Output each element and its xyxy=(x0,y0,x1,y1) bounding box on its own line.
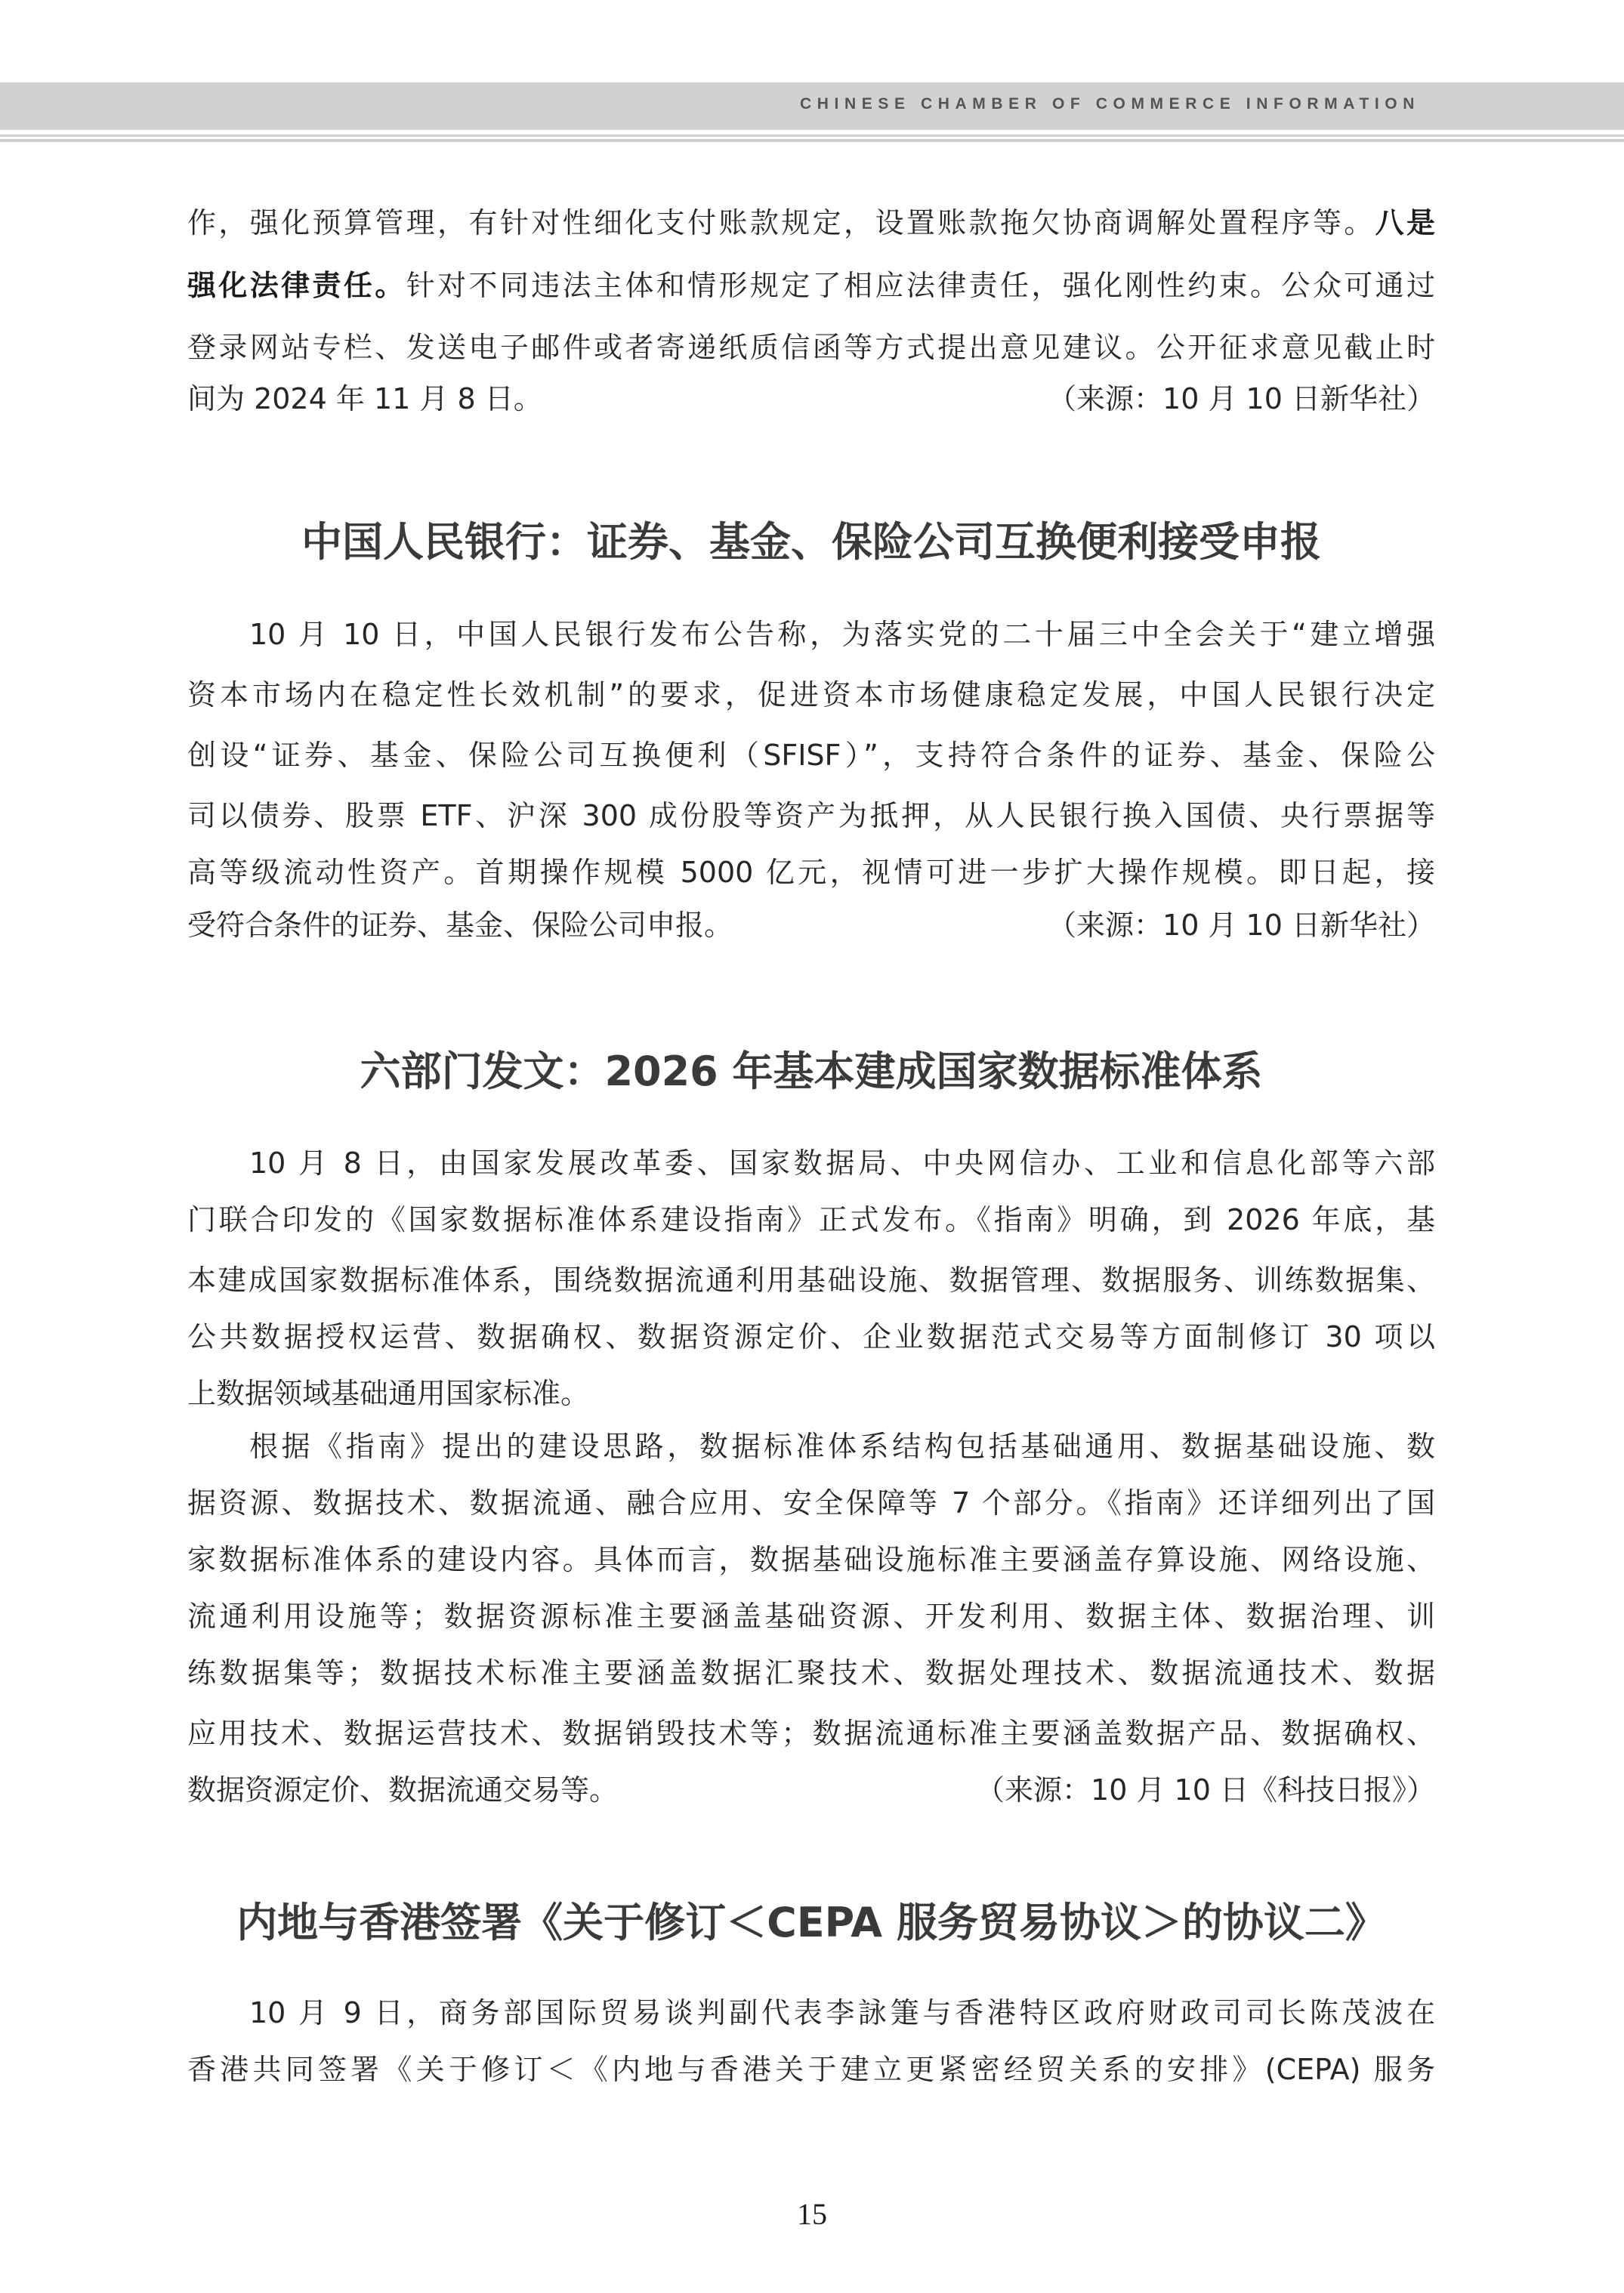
paragraph-line: 间为 2024 年 11 月 8 日。 xyxy=(187,382,542,415)
paragraph-line: 创设“证券、基金、保险公司互换便利（SFISF）”，支持符合条件的证券、基金、保险公 xyxy=(187,739,1435,772)
source-citation: （来源：10 月 10 日新华社） xyxy=(1048,909,1435,942)
header-divider xyxy=(0,134,1624,137)
paragraph-line: 根据《指南》提出的建设思路，数据标准体系结构包括基础通用、数据基础设施、数 xyxy=(249,1430,1435,1463)
source-citation: （来源：10 月 10 日新华社） xyxy=(1048,382,1435,415)
paragraph-line: 司以债券、股票 ETF、沪深 300 成份股等资产为抵押，从人民银行换入国债、央行票据等 xyxy=(187,799,1435,832)
header-divider xyxy=(0,139,1624,142)
line-text: 针对不同违法主体和情形规定了相应法律责任，强化刚性约束。公众可通过 xyxy=(406,269,1435,302)
paragraph-line: 据资源、数据技术、数据流通、融合应用、安全保障等 7 个部分。《指南》还详细列出了国 xyxy=(187,1486,1435,1520)
paragraph-line xyxy=(187,267,1435,304)
page-number: 15 xyxy=(797,2197,827,2231)
paragraph-line: 受符合条件的证券、基金、保险公司申报。 xyxy=(187,909,733,942)
paragraph-line: 10 月 8 日，由国家发展改革委、国家数据局、中央网信办、工业和信息化部等六部 xyxy=(249,1146,1435,1180)
paragraph-line: 上数据领域基础通用国家标准。 xyxy=(187,1377,590,1410)
paragraph-line: 10 月 10 日，中国人民银行发布公告称，为落实党的二十届三中全会关于“建立增强 xyxy=(249,618,1435,651)
paragraph-line: 家数据标准体系的建设内容。具体而言，数据基础设施标准主要涵盖存算设施、网络设施、 xyxy=(187,1543,1435,1576)
paragraph-line: 高等级流动性资产。首期操作规模 5000 亿元，视情可进一步扩大操作规模。即日起，接 xyxy=(187,856,1435,889)
paragraph-line: 门联合印发的《国家数据标准体系建设指南》正式发布。《指南》明确，到 2026 年底，基 xyxy=(187,1203,1435,1236)
paragraph-line: 数据资源定价、数据流通交易等。 xyxy=(187,1773,619,1807)
paragraph-line: 应用技术、数据运营技术、数据销毁技术等；数据流通标准主要涵盖数据产品、数据确权、 xyxy=(187,1717,1435,1750)
paragraph-line: 流通利用设施等；数据资源标准主要涵盖基础资源、开发利用、数据主体、数据治理、训 xyxy=(187,1600,1435,1633)
line-text: 作，强化预算管理，有针对性细化支付账款规定，设置账款拖欠协商调解处置程序等。 xyxy=(187,206,1375,239)
bold-emphasis: 强化法律责任。 xyxy=(187,269,406,302)
article-title: 内地与香港签署《关于修订＜CEPA 服务贸易协议＞的协议二》 xyxy=(236,1899,1386,1946)
paragraph-line: 10 月 9 日，商务部国际贸易谈判副代表李詠箑与香港特区政府财政司司长陈茂波在 xyxy=(249,1996,1435,2029)
paragraph-line: 公共数据授权运营、数据确权、数据资源定价、企业数据范式交易等方面制修订 30 项以 xyxy=(187,1320,1435,1353)
bold-emphasis: 八是 xyxy=(1375,206,1435,239)
article-title: 中国人民银行：证券、基金、保险公司互换便利接受申报 xyxy=(301,518,1321,566)
paragraph-line xyxy=(187,204,1435,242)
source-citation: （来源：10 月 10 日《科技日报》） xyxy=(976,1773,1435,1807)
paragraph-line: 资本市场内在稳定性长效机制”的要求，促进资本市场健康稳定发展，中国人民银行决定 xyxy=(187,678,1435,711)
paragraph-line: 香港共同签署《关于修订＜《内地与香港关于建立更紧密经贸关系的安排》(CEPA) 服务 xyxy=(187,2053,1435,2086)
publication-title: CHINESE CHAMBER OF COMMERCE INFORMATION xyxy=(800,95,1420,113)
paragraph-line: 本建成国家数据标准体系，围绕数据流通利用基础设施、数据管理、数据服务、训练数据集、 xyxy=(187,1264,1435,1297)
article-title: 六部门发文：2026 年基本建成国家数据标准体系 xyxy=(360,1048,1263,1095)
paragraph-line: 登录网站专栏、发送电子邮件或者寄递纸质信函等方式提出意见建议。公开征求意见截止时 xyxy=(187,331,1435,364)
paragraph-line: 练数据集等；数据技术标准主要涵盖数据汇聚技术、数据处理技术、数据流通技术、数据 xyxy=(187,1656,1435,1690)
